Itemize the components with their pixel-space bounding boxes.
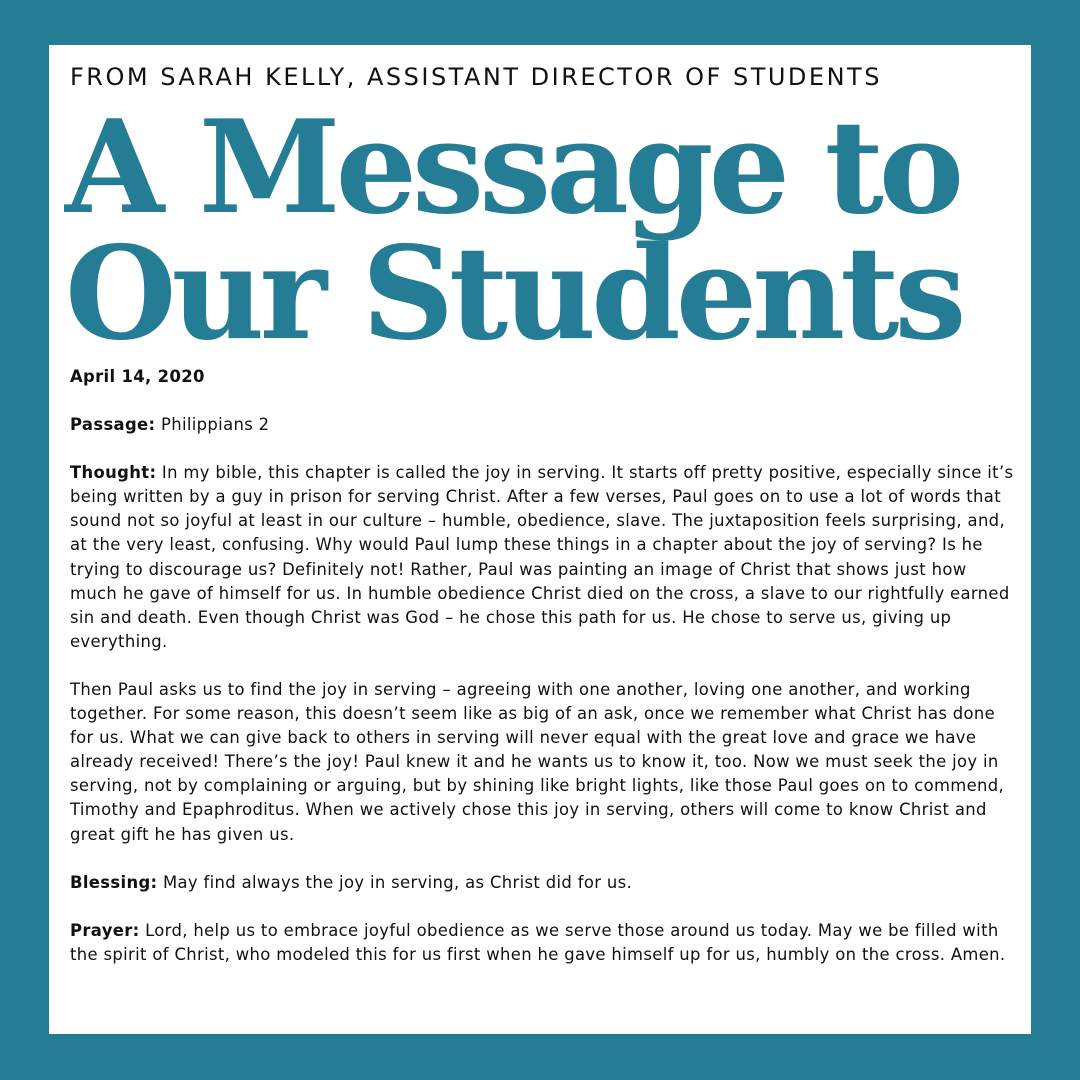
thought-text: In my bible, this chapter is called the joy in serving. It starts off pretty positive, especially since it’s being written by a guy in prison for serving Christ. After a few verses, Paul goes on to use a lot of words that sound not so joyful at least in our culture – humble, obedience, slave. The juxtaposition feels surprising, and, at the very least, confusing. Why would Paul lump these things in a chapter about the joy of serving? Is he trying to discourage us? Definitely not! Rather, Paul was painting an image of Christ that shows just how much he gave of himself for us. In humble obedience Christ died on the cross, a slave to our rightfully earned sin and death. Even though Christ was God – he chose this path for us. He chose to serve us, giving up everything. xyxy=(70,463,1014,651)
passage-text: Philippians 2 xyxy=(155,415,270,435)
passage-label: Passage: xyxy=(70,415,156,435)
blessing-paragraph xyxy=(70,871,1015,895)
message-body xyxy=(70,365,1015,991)
blessing-text: May find always the joy in serving, as Christ did for us. xyxy=(157,872,633,892)
date-text: April 14, 2020 xyxy=(70,367,205,386)
title-line-2: Our Students xyxy=(65,219,962,369)
author-kicker: FROM SARAH KELLY, ASSISTANT DIRECTOR OF STUDENTS xyxy=(70,63,882,91)
thought-paragraph xyxy=(70,461,1015,654)
second-paragraph: Then Paul asks us to find the joy in serving – agreeing with one another, loving one another, and working together. For some reason, this doesn’t seem like as big of an ask, once we remember what Christ has done for us. What we can give back to others in serving will never equal with the great love and grace we have already received! There’s the joy! Paul knew it and he wants us to know it, too. Now we must seek the joy in serving, not by complaining or arguing, but by shining like bright lights, like those Paul goes on to commend, Timothy and Epaphroditus. When we actively chose this joy in serving, others will come to know Christ and great gift he has given us. xyxy=(70,679,1005,844)
page-title xyxy=(65,93,962,369)
title-line-1: A Message to xyxy=(65,93,960,243)
blessing-label: Blessing: xyxy=(70,872,158,892)
prayer-label: Prayer: xyxy=(70,920,140,940)
date-paragraph xyxy=(70,365,1015,389)
prayer-text: Lord, help us to embrace joyful obedience as we serve those around us today. May we be filled with the spirit of Christ, who modeled this for us first when he gave himself up for us, humbly on the cross. Amen. xyxy=(70,920,1006,964)
message-card xyxy=(49,45,1031,1034)
thought-label: Thought: xyxy=(70,463,157,483)
prayer-paragraph xyxy=(70,919,1015,967)
passage-paragraph xyxy=(70,413,1015,437)
